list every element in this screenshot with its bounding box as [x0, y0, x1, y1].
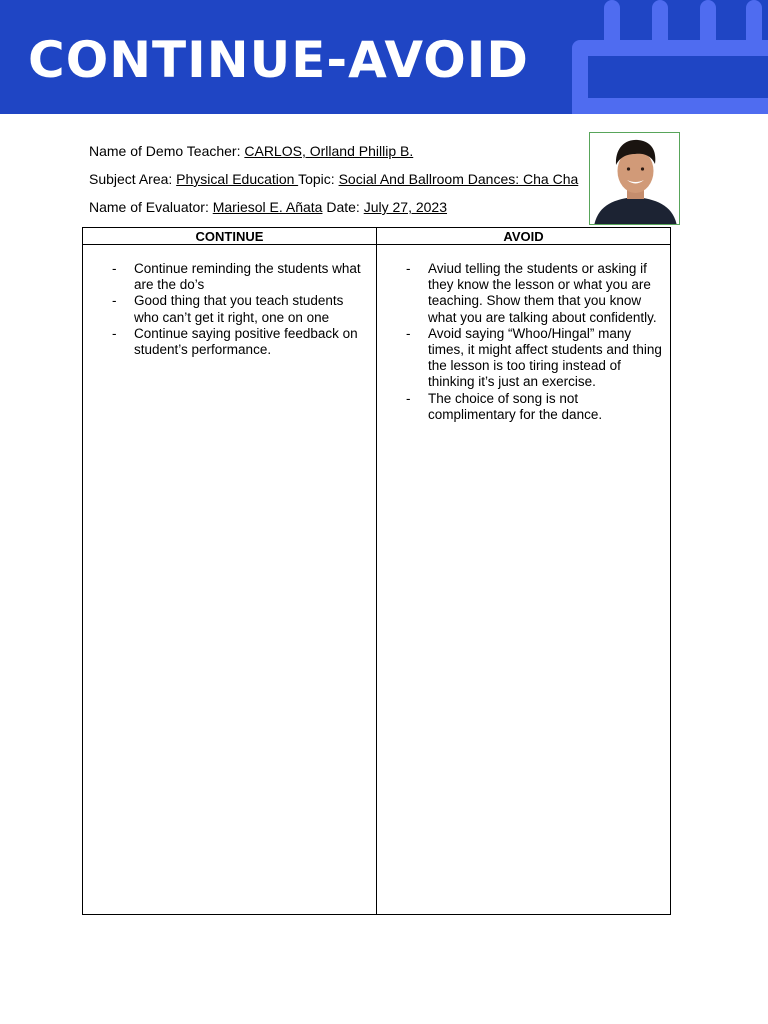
- teacher-photo: [589, 132, 680, 225]
- teacher-label: Name of Demo Teacher:: [89, 143, 245, 159]
- subject-line: [89, 170, 578, 188]
- list-item: - Continue saying positive feedback on student’s performance.: [134, 326, 370, 358]
- calendar-icon: [540, 0, 768, 114]
- continue-list: [83, 261, 376, 358]
- list-item: - Aviud telling the students or asking if they know the lesson or what you are teaching. Show them that you know what you are talking about confidently.: [428, 261, 664, 326]
- date-label: Date:: [322, 199, 364, 215]
- evaluator-line: [89, 198, 447, 216]
- continue-cell: [83, 245, 377, 915]
- topic-label: Topic:: [298, 171, 339, 187]
- teacher-photo-art: [590, 133, 680, 225]
- page-title: CONTINUE-AVOID: [28, 31, 529, 89]
- avoid-list: [377, 261, 670, 423]
- continue-avoid-table: [82, 227, 671, 915]
- list-item: - Avoid saying “Whoo/Hingal” many times, it might affect students and thing the lesson is too tiring instead of thinking it’s just an exercise.: [428, 326, 664, 391]
- subject-label: Subject Area:: [89, 171, 177, 187]
- teacher-name: CARLOS, Orlland Phillip B.: [244, 143, 414, 159]
- subject-value: Physical Education: [176, 171, 299, 187]
- evaluator-name: Mariesol E. Añata: [212, 199, 323, 215]
- evaluator-label: Name of Evaluator:: [89, 199, 213, 215]
- teacher-line: [89, 142, 413, 160]
- list-item: - The choice of song is not complimentary for the dance.: [428, 391, 664, 423]
- list-item: - Continue reminding the students what are the do’s: [134, 261, 370, 293]
- continue-header: CONTINUE: [83, 228, 377, 245]
- list-item: - Good thing that you teach students who can’t get it right, one on one: [134, 293, 370, 325]
- avoid-header: AVOID: [377, 228, 671, 245]
- avoid-cell: [377, 245, 671, 915]
- topic-value: Social And Ballroom Dances: Cha Cha: [338, 171, 579, 187]
- header-banner: [0, 0, 768, 114]
- date-value: July 27, 2023: [363, 199, 448, 215]
